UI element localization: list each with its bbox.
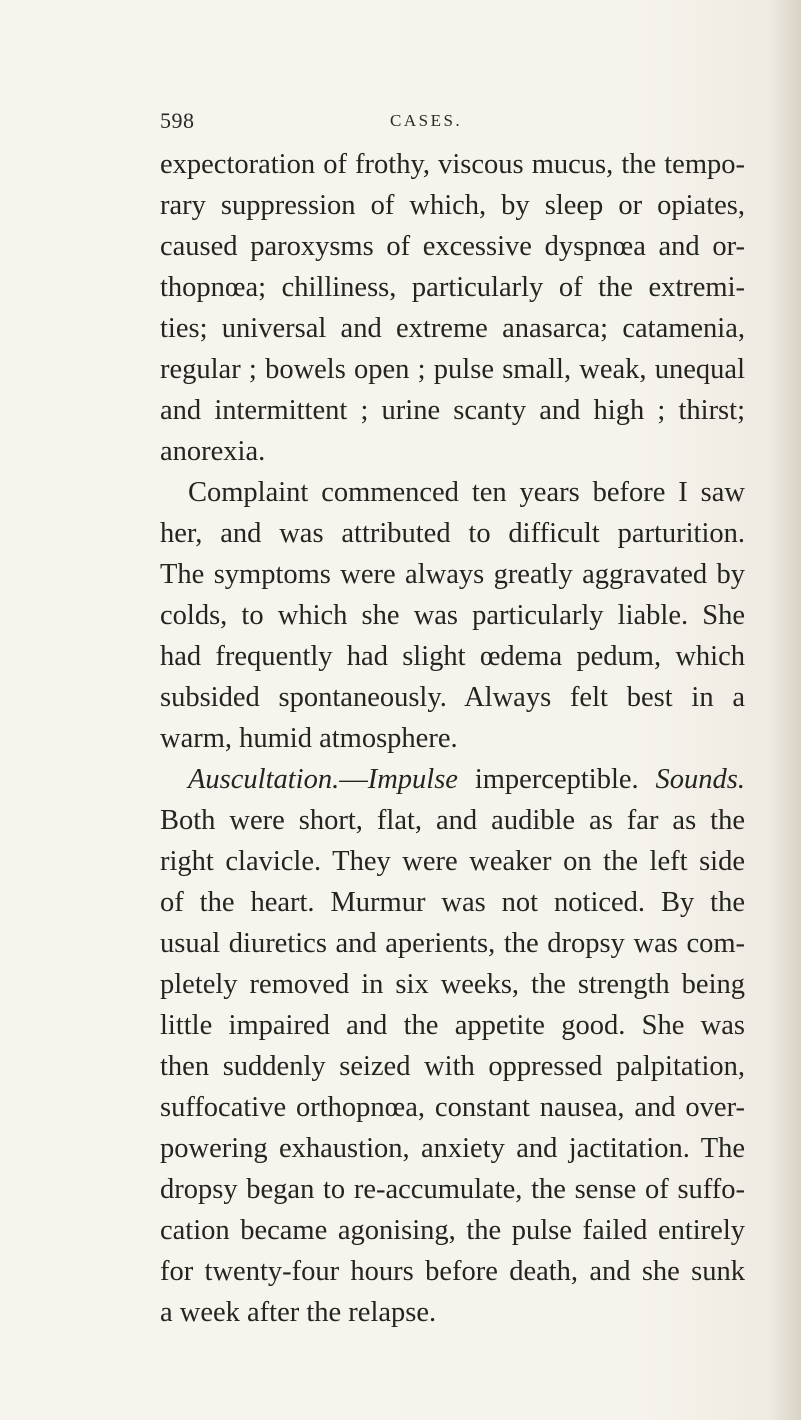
body-text bbox=[160, 144, 745, 1333]
text-line: regular ; bowels open ; pulse small, weak, unequal bbox=[160, 354, 745, 385]
text-line: dropsy began to re-accumulate, the sense of suffo- bbox=[160, 1174, 745, 1205]
text-line: The symptoms were always greatly aggravated by bbox=[160, 559, 745, 590]
text-line: Both were short, flat, and audible as far as the bbox=[160, 805, 745, 836]
text-line: warm, humid atmosphere. bbox=[160, 723, 458, 754]
em-dash: — bbox=[339, 764, 368, 795]
text-line: right clavicle. They were weaker on the left side bbox=[160, 846, 745, 877]
running-head: CASES. bbox=[390, 111, 463, 130]
text-line: had frequently had slight œdema pedum, which bbox=[160, 641, 745, 672]
text-line: ties; universal and extreme anasarca; catamenia, bbox=[160, 313, 745, 344]
auscultation-line bbox=[160, 759, 745, 800]
text-line: pletely removed in six weeks, the strength being bbox=[160, 969, 745, 1000]
text-line: subsided spontaneously. Always felt best in a bbox=[160, 682, 745, 713]
text-line: usual diuretics and aperients, the dropsy was com- bbox=[160, 928, 745, 959]
text-line: colds, to which she was particularly liable. She bbox=[160, 600, 745, 631]
page-number: 598 bbox=[160, 108, 195, 133]
text-line: anorexia. bbox=[160, 436, 266, 467]
text-line: Complaint commenced ten years before I saw bbox=[188, 477, 745, 508]
text-line: then suddenly seized with oppressed palpitation, bbox=[160, 1051, 745, 1082]
text-line: cation became agonising, the pulse failed entirely bbox=[160, 1215, 745, 1246]
auscultation-heading: Auscultation. bbox=[188, 764, 340, 795]
text-line: her, and was attributed to difficult parturition. bbox=[160, 518, 745, 549]
text-line: powering exhaustion, anxiety and jactitation. The bbox=[160, 1133, 745, 1164]
text-line: thopnœa; chilliness, particularly of the extremi- bbox=[160, 272, 745, 303]
text-line: little impaired and the appetite good. She was bbox=[160, 1010, 745, 1041]
text-line: rary suppression of which, by sleep or opiates, bbox=[160, 190, 745, 221]
text-line: for twenty-four hours before death, and she sunk bbox=[160, 1256, 745, 1287]
text-line: a week after the relapse. bbox=[160, 1297, 437, 1328]
impulse-heading: Impulse bbox=[367, 764, 458, 795]
sounds-heading: Sounds. bbox=[655, 764, 745, 795]
text-line: and intermittent ; urine scanty and high ; thirst; bbox=[160, 395, 745, 426]
text-line: caused paroxysms of excessive dyspnœa and or- bbox=[160, 231, 745, 262]
page-header bbox=[160, 108, 740, 138]
text-line: suffocative orthopnœa, constant nausea, and over- bbox=[160, 1092, 745, 1123]
impulse-text: imperceptible. bbox=[457, 764, 656, 795]
text-line: of the heart. Murmur was not noticed. By the bbox=[160, 887, 745, 918]
text-line: expectoration of frothy, viscous mucus, the tempo- bbox=[160, 149, 745, 180]
